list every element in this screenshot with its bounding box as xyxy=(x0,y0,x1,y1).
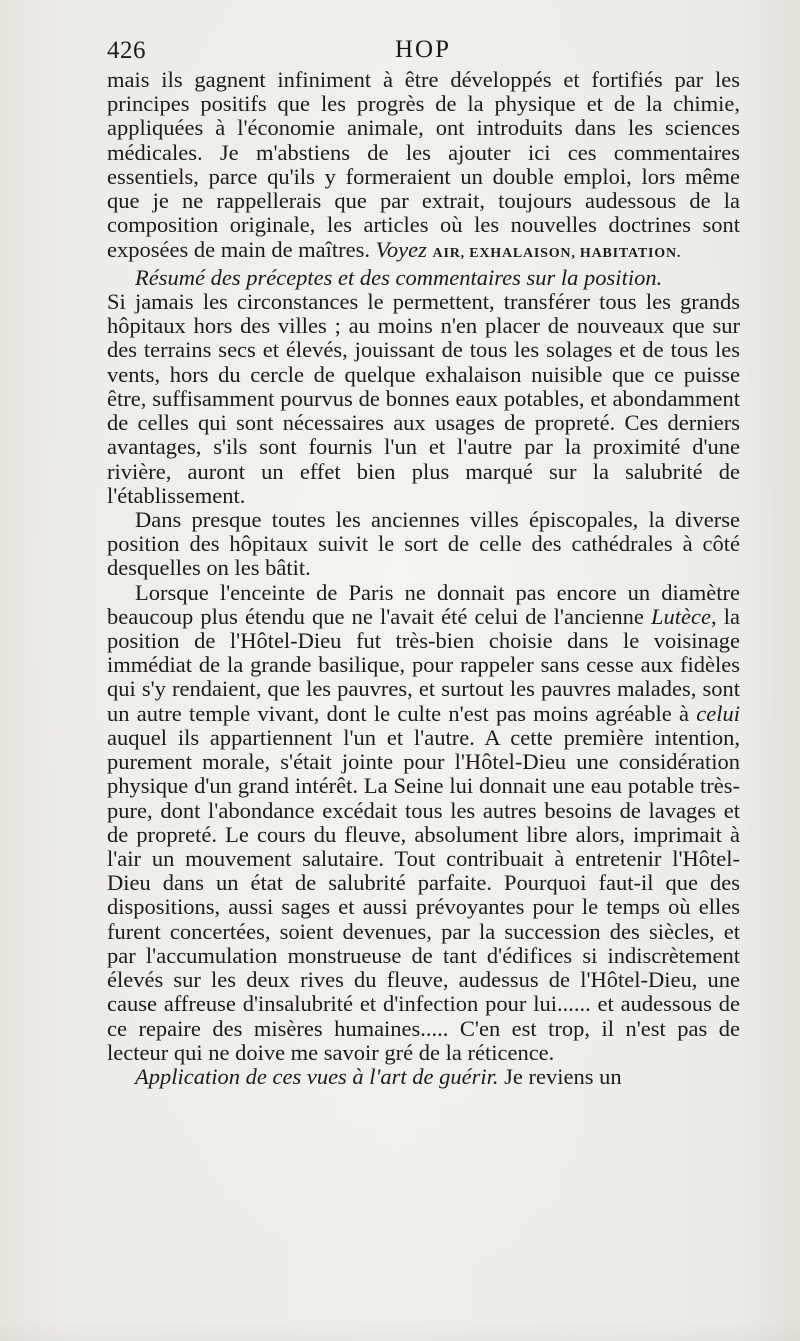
emphasis-celui: celui xyxy=(696,700,741,726)
running-head: HOP xyxy=(395,36,452,63)
paragraph-continuation xyxy=(107,68,740,266)
paragraph-text: Si jamais les circonstances le permettent, transférer tous les grands hôpitaux hors des villes ; au moins n'en placer de nouveaux que sur des terrains secs et élevés, jouissant de tous les solages et de tous les vents, hors du cercle de quelque exhalaison nuisible que ce puisse être, suffisamment pourvus de bonnes eaux potables, et abondamment de celles qui sont nécessaires aux usages de propreté. Ces derniers avantages, s'ils sont fournis l'un et l'autre par la proximité d'une rivière, auront un effet bien plus marqué sur la salubrité de l'établissement. xyxy=(107,288,740,508)
paragraph-text: mais ils gagnent infiniment à être développés et fortifiés par les principes positifs que les progrès de la physique et de la chimie, appliquées à l'économie animale, ont introduits dans les sciences médicales. Je m'abstiens de les ajouter ici ces commentaires essentiels, parce qu'ils y formeraient un double emploi, lors même que je ne rappellerais que par extrait, toujours audessous de la composition originale, les articles où les nouvelles doctrines sont exposées de main de maîtres. xyxy=(107,67,740,262)
cross-reference-entries: AIR, EXHALAISON, HABITATION. xyxy=(432,245,682,261)
cross-reference-voyez: Voyez xyxy=(375,236,427,262)
page-bottom-edge xyxy=(0,1319,800,1341)
summary-title: Résumé des préceptes et des commentaires sur la position. xyxy=(135,264,663,290)
paragraph-text: Dans presque toutes les anciennes villes épiscopales, la diverse position des hôpitaux suivit le sort de celle des cathédrales à côté desquelles on les bâtit. xyxy=(107,506,740,581)
paragraph-text: Lorsque l'enceinte de Paris ne donnait pas encore un diamètre beaucoup plus étendu que ne l'avait été celui de l'ancienne xyxy=(107,579,740,629)
paragraph-text: Je reviens un xyxy=(504,1063,622,1089)
application-title: Application de ces vues à l'art de guérir. xyxy=(135,1063,499,1089)
summary-heading xyxy=(107,266,740,290)
paragraph-summary xyxy=(107,290,740,508)
place-name-lutece: Lutèce xyxy=(651,603,712,629)
page-header xyxy=(107,34,740,68)
paragraph-hotel-dieu xyxy=(107,581,740,1065)
paragraph-text: auquel ils appartiennent l'un et l'autre. A cette première intention, purement morale, s'était jointe pour l'Hôtel-Dieu une considération physique d'un grand intérêt. La Seine lui donnait une eau potable très-pure, dont l'abondance excédait tous les autres besoins de lavages et de propreté. Le cours du fleuve, absolument libre alors, imprimait à l'air un mouvement salutaire. Tout contribuait à entretenir l'Hôtel-Dieu dans un état de salubrité parfaite. Pourquoi faut-il que des dispositions, aussi sages et aussi prévoyantes pour le temps où elles furent concertées, soient devenues, par la succession des siècles, et par l'accumulation monstrueuse de tant d'édifices si indiscrètement élevés sur les deux rives du fleuve, audessus de l'Hôtel-Dieu, une cause affreuse d'insalubrité et d'infection pour lui...... et audessous de ce repaire des misères humaines..... C'en est trop, il n'est pas de lecteur qui ne doive me savoir gré de la réticence. xyxy=(107,724,740,1065)
paragraph-application xyxy=(107,1065,740,1089)
body-text xyxy=(107,68,740,1089)
paragraph-text: , la position de l'Hôtel-Dieu fut très-bien choisie dans le voisinage immédiat de la grande basilique, pour rappeler sans cesse aux fidèles qui s'y rendaient, que les pauvres, et surtout les pauvres malades, sont un autre temple vivant, dont le culte n'est pas moins agréable à xyxy=(107,603,741,726)
paragraph-episcopal-cities xyxy=(107,508,740,581)
page-number: 426 xyxy=(107,37,146,64)
